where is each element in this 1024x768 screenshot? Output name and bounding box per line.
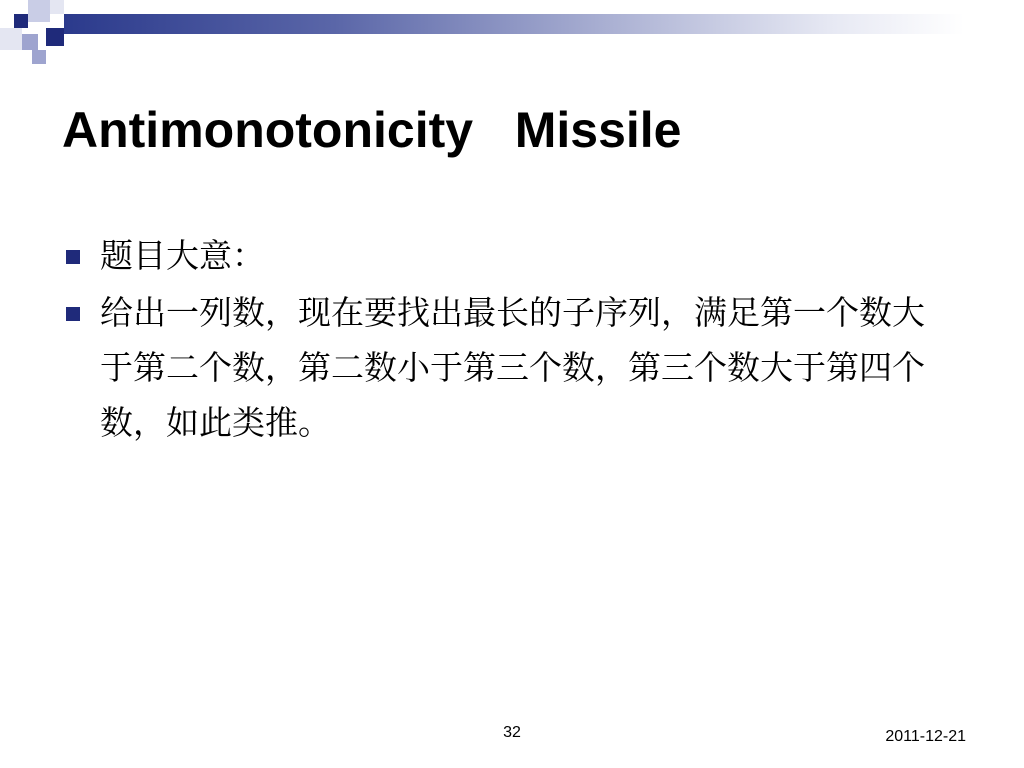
- bullet-item: [62, 228, 942, 283]
- decor-square: [0, 28, 22, 50]
- decor-square: [22, 34, 38, 50]
- bullet-text: 题目大意：: [100, 236, 265, 275]
- decor-square: [14, 14, 28, 28]
- decor-square: [32, 50, 46, 64]
- header-gradient-bar: [64, 14, 964, 34]
- slide-title: Antimonotonicity Missile: [62, 102, 682, 158]
- bullet-text: 给出一列数，现在要找出最长的子序列，满足第一个数大于第二个数，第二数小于第三个数，第三个数大于第四个数，如此类推。: [100, 293, 925, 442]
- slide-date: 2011-12-21: [885, 728, 966, 745]
- decor-square: [50, 0, 64, 14]
- square-bullet-icon: [66, 307, 80, 321]
- page-number: 32: [503, 724, 521, 741]
- bullet-list: [62, 228, 942, 452]
- bullet-item: [62, 285, 942, 450]
- decor-square: [46, 28, 64, 46]
- square-bullet-icon: [66, 250, 80, 264]
- decor-square: [28, 0, 50, 22]
